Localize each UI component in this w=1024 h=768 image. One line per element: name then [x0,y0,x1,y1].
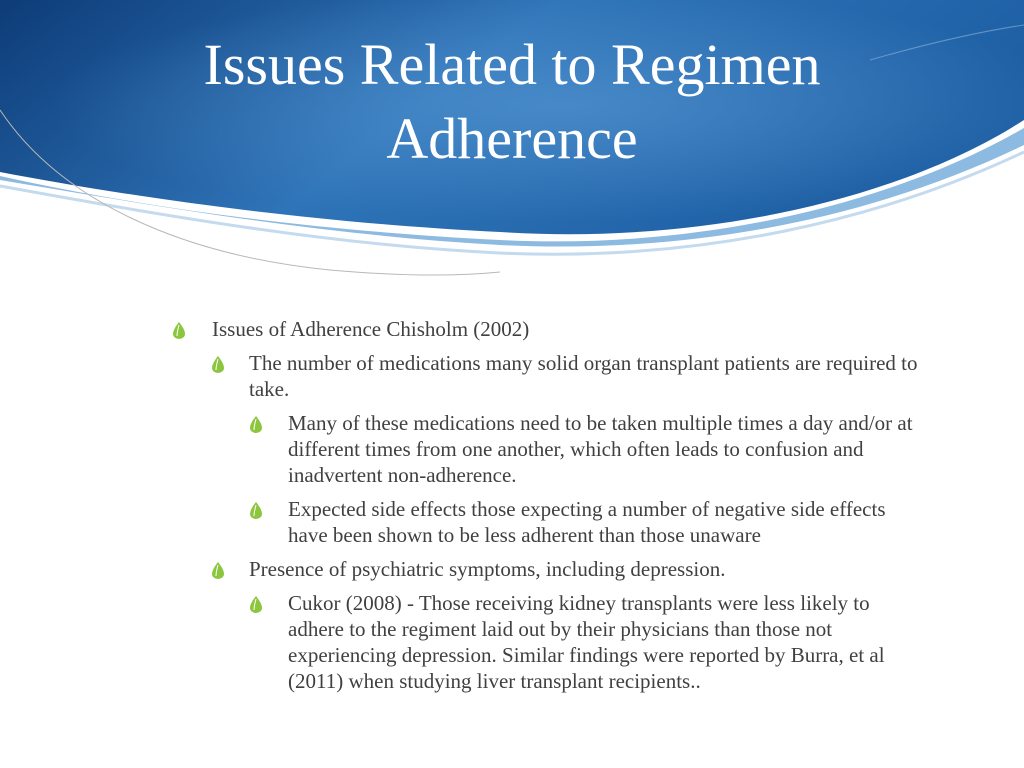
slide-title-line-2: Adherence [386,106,638,171]
bullet-text: Issues of Adherence Chisholm (2002) [212,317,530,341]
bullet-item [170,410,930,488]
bullet-item [170,590,930,694]
leaf-bullet-icon [250,416,262,433]
leaf-bullet-icon [173,322,185,339]
leaf-bullet-icon [212,562,224,579]
bullet-text: Cukor (2008) - Those receiving kidney transplants were less likely to adhere to the regiment laid out by their physicians than those not experiencing depression. Similar findings were reported by Burra, et al (2011) when studying liver transplant recipients.. [288,591,885,693]
bullet-text: Expected side effects those expecting a number of negative side effects have been shown to be less adherent than those unaware [288,497,886,547]
bullet-list [170,316,930,702]
bullet-item [170,316,930,342]
bullet-item [170,556,930,582]
leaf-bullet-icon [250,502,262,519]
bullet-item [170,350,930,402]
bullet-text: Presence of psychiatric symptoms, including depression. [249,557,726,581]
leaf-bullet-icon [250,596,262,613]
bullet-text: Many of these medications need to be taken multiple times a day and/or at different times from one another, which often leads to confusion and inadvertent non-adherence. [288,411,913,487]
bullet-item [170,496,930,548]
slide-title-line-1: Issues Related to Regimen [203,32,821,97]
slide-title [60,28,964,176]
bullet-text: The number of medications many solid organ transplant patients are required to take. [249,351,918,401]
leaf-bullet-icon [212,356,224,373]
